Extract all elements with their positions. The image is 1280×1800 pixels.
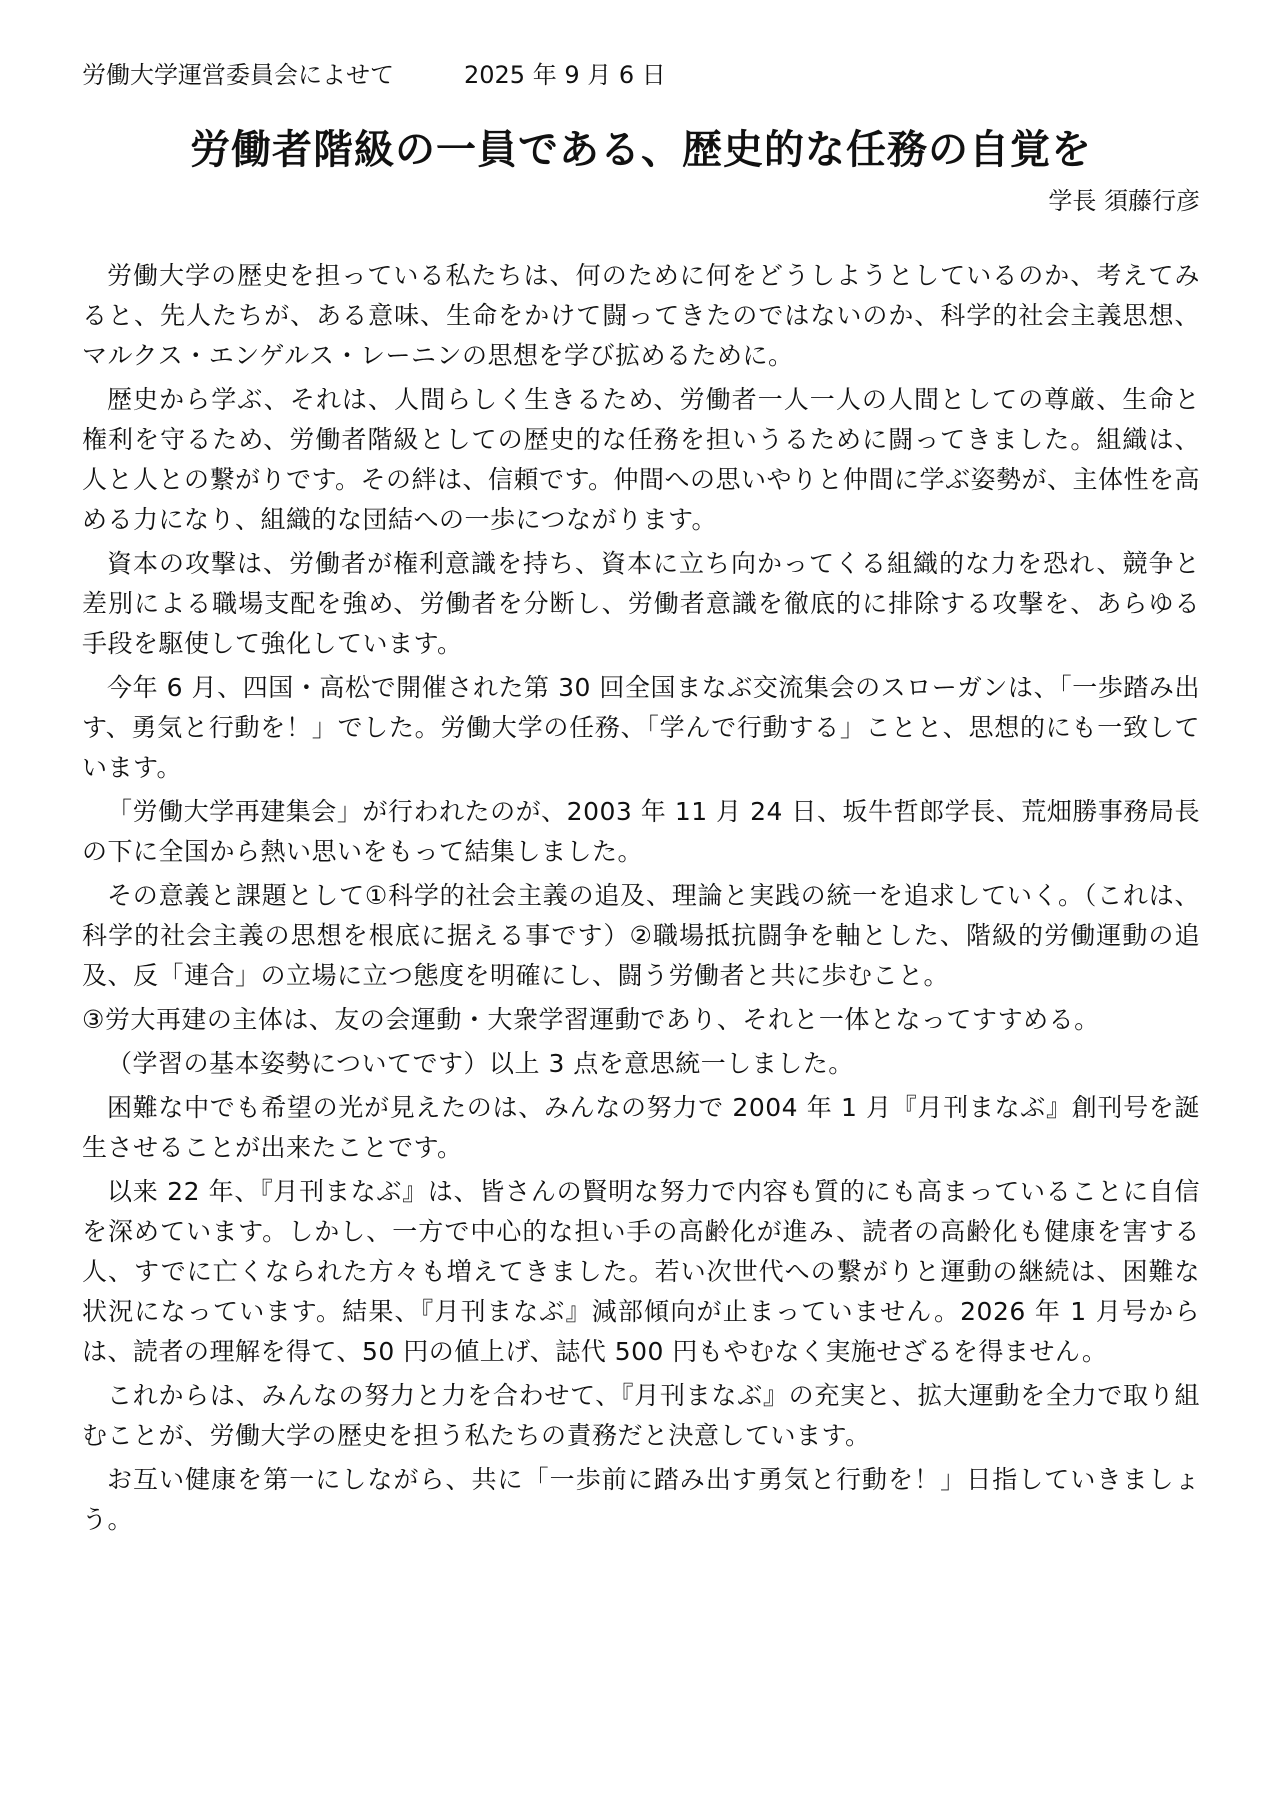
paragraph-1: 労働大学の歴史を担っている私たちは、何のために何をどうしようとしているのか、考えてみると、先人たちが、ある意味、生命をかけて闘ってきたのではないのか、科学的社会主義思想、マルクス・エンゲルス・レーニンの思想を学び拡めるために。 — [82, 261, 1200, 370]
document-body — [82, 256, 1200, 1540]
byline: 労働大学運営委員会によせて — [82, 61, 394, 89]
header-line — [82, 60, 1200, 90]
paragraph-10: 以来 22 年、『月刊まなぶ』は、皆さんの賢明な努力で内容も質的にも高まっていることに自信を深めています。しかし、一方で中心的な担い手の高齢化が進み、読者の高齢化も健康を害する人、すでに亡くなられた方々も増えてきました。若い次世代への繋がりと運動の継続は、困難な状況になっています。結果、『月刊まなぶ』減部傾向が止まっていません。2026 年 1 月号からは、読者の理解を得て、50 円の値上げ、誌代 500 円もやむなく実施せざるを得ません。 — [82, 1177, 1200, 1366]
paragraph-6: その意義と課題として①科学的社会主義の追及、理論と実践の統一を追求していく。（これは、科学的社会主義の思想を根底に据える事です）②職場抵抗闘争を軸とした、階級的労働運動の追及、反「連合」の立場に立つ態度を明確にし、闘う労働者と共に歩むこと。 — [82, 881, 1200, 990]
author: 学長 須藤行彦 — [1048, 187, 1200, 215]
paragraph-12: お互い健康を第一にしながら、共に「一歩前に踏み出す勇気と行動を！」日指していきましょう。 — [82, 1465, 1200, 1534]
paragraph-11: これからは、みんなの努力と力を合わせて、『月刊まなぶ』の充実と、拡大運動を全力で取り組むことが、労働大学の歴史を担う私たちの責務だと決意しています。 — [82, 1381, 1200, 1450]
paragraph-7: ③労大再建の主体は、友の会運動・大衆学習運動であり、それと一体となってすすめる。 — [82, 1005, 1100, 1034]
paragraph-4: 今年 6 月、四国・高松で開催された第 30 回全国まなぶ交流集会のスローガンは、「一歩踏み出す、勇気と行動を！」でした。労働大学の任務、「学んで行動する」ことと、思想的にも一致しています。 — [82, 673, 1200, 782]
paragraph-9: 困難な中でも希望の光が見えたのは、みんなの努力で 2004 年 1 月『月刊まなぶ』創刊号を誕生させることが出来たことです。 — [82, 1093, 1200, 1162]
paragraph-5: 「労働大学再建集会」が行われたのが、2003 年 11 月 24 日、坂牛哲郎学長、荒畑勝事務局長の下に全国から熱い思いをもって結集しました。 — [82, 797, 1200, 866]
paragraph-2: 歴史から学ぶ、それは、人間らしく生きるため、労働者一人一人の人間としての尊厳、生命と権利を守るため、労働者階級としての歴史的な任務を担いうるために闘ってきました。組織は、人と人との繋がりです。その絆は、信頼です。仲間への思いやりと仲間に学ぶ姿勢が、主体性を高める力になり、組織的な団結への一歩につながります。 — [82, 385, 1201, 534]
paragraph-3: 資本の攻撃は、労働者が権利意識を持ち、資本に立ち向かってくる組織的な力を恐れ、競争と差別による職場支配を強め、労働者を分断し、労働者意識を徹底的に排除する攻撃を、あらゆる手段を駆使して強化しています。 — [82, 549, 1200, 658]
document-date: 2025 年 9 月 6 日 — [464, 61, 666, 89]
document-title: 労働者階級の一員である、歴史的な任務の自覚を — [190, 127, 1092, 173]
paragraph-8: （学習の基本姿勢についてです）以上 3 点を意思統一しました。 — [107, 1049, 854, 1078]
